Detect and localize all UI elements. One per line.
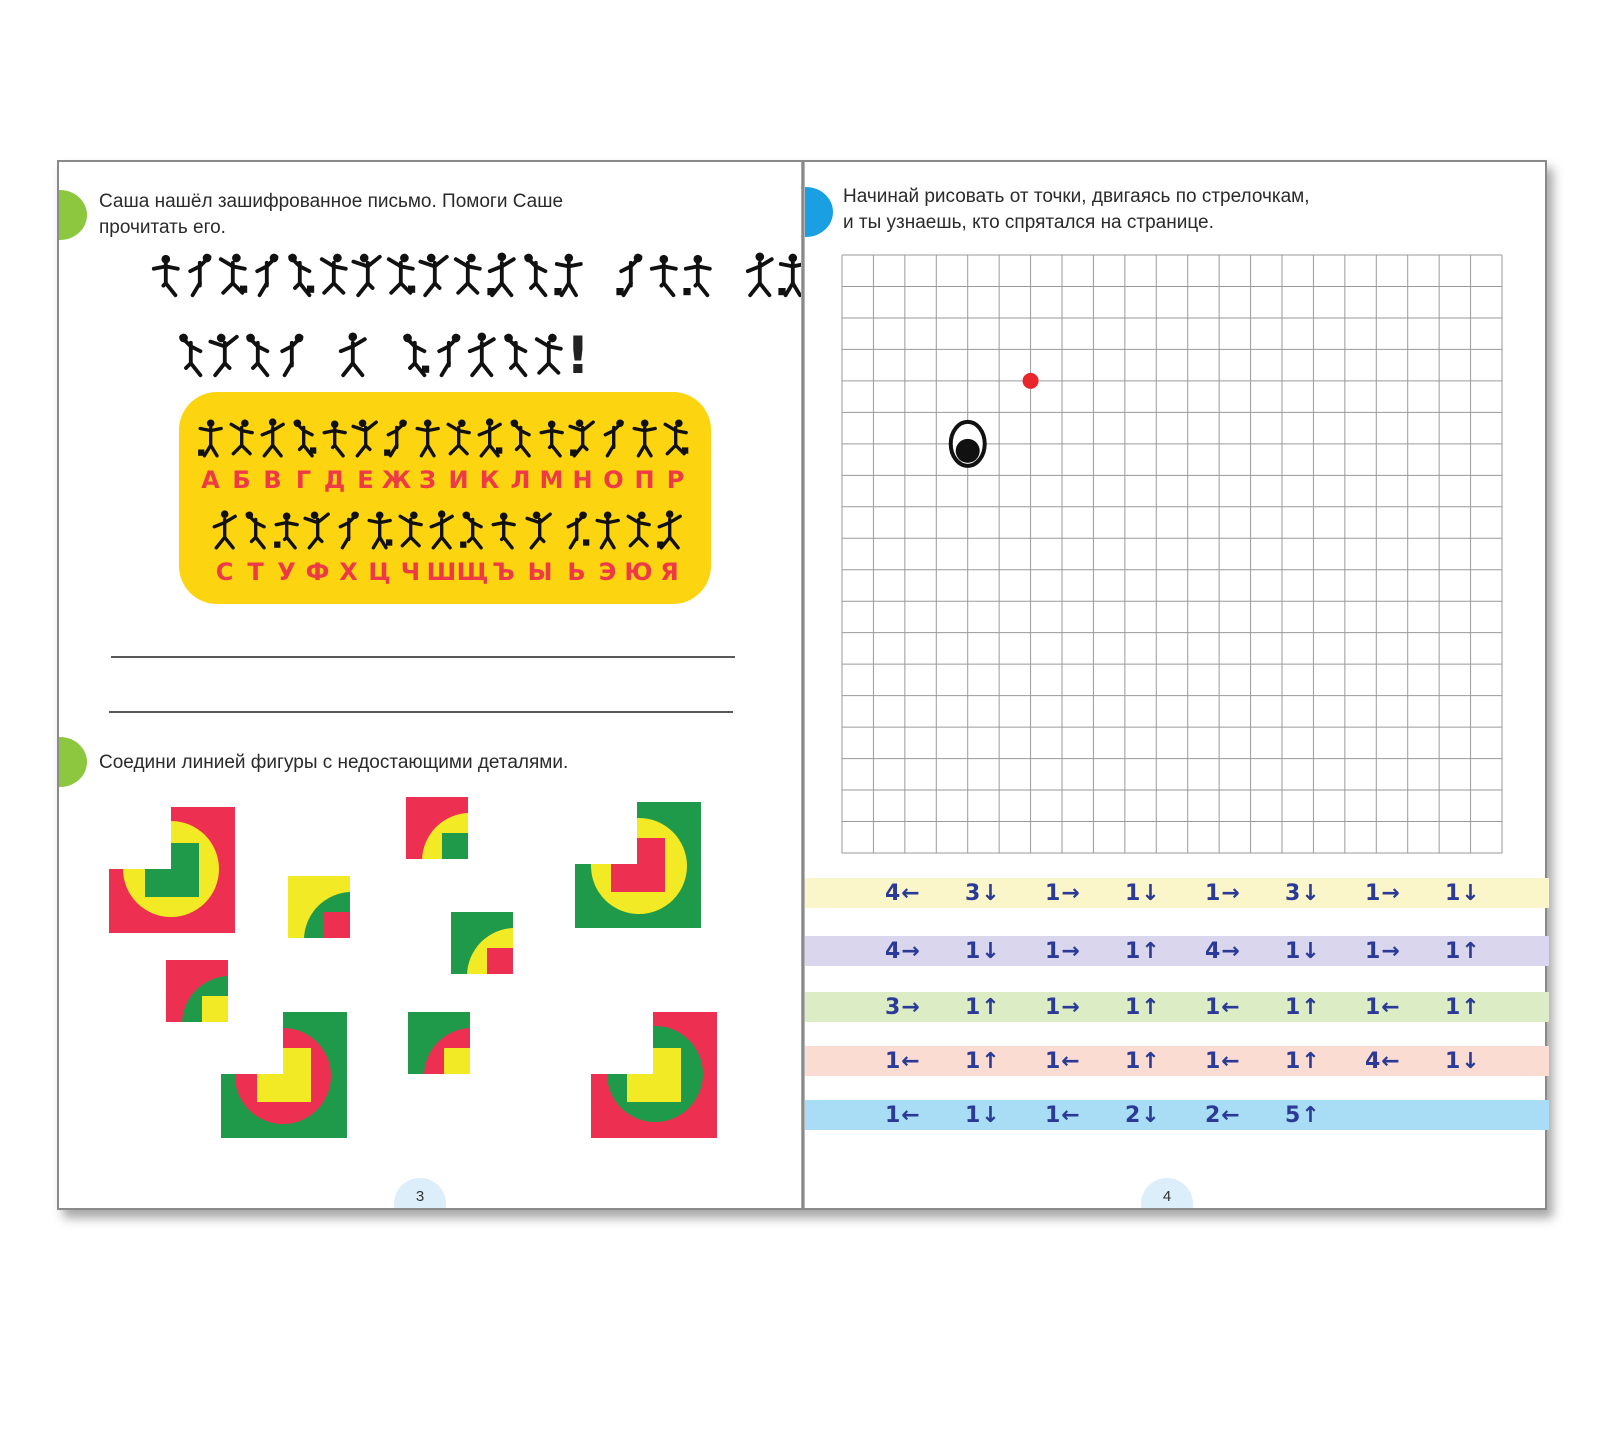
cipher-figure-icon	[398, 332, 432, 380]
cipher-figure-icon	[647, 252, 681, 300]
cipher-figure-icon	[183, 252, 217, 300]
cipher-figure-icon	[208, 332, 242, 380]
cipher-figure-icon	[336, 332, 370, 380]
cipher-figure-icon	[444, 418, 473, 460]
arrow-step: 5↑	[1285, 1102, 1321, 1128]
cipher-figure-icon	[351, 418, 380, 460]
cipher-figure-icon	[241, 510, 270, 552]
arrow-instruction-row	[805, 878, 1549, 908]
cipher-key-row	[209, 510, 685, 586]
cipher-figure-icon	[272, 510, 301, 552]
drawing-grid[interactable]	[841, 254, 1503, 854]
arrow-instruction-row	[805, 1046, 1549, 1076]
arrow-step: 4←	[885, 880, 921, 906]
cipher-figure-icon	[303, 510, 332, 552]
cipher-figure-icon	[630, 418, 659, 460]
cipher-figure-icon	[334, 510, 363, 552]
cipher-key-panel	[179, 392, 711, 604]
big-shape-green	[575, 802, 701, 928]
key-letter: В	[263, 466, 282, 494]
task-draw-instruction	[843, 184, 1310, 236]
arrow-step: 1↑	[1285, 994, 1321, 1020]
page-number: 4	[1141, 1178, 1193, 1208]
cipher-message-line-2	[174, 326, 590, 386]
task-bullet	[59, 190, 87, 240]
cipher-message-line-1	[149, 252, 803, 300]
cipher-figure-icon	[593, 510, 622, 552]
arrow-step: 1↑	[1285, 1048, 1321, 1074]
cipher-figure-icon	[149, 252, 183, 300]
key-letter: А	[201, 466, 220, 494]
arrow-step: 1↓	[1125, 880, 1161, 906]
cipher-figure-icon	[681, 252, 715, 300]
cipher-key-entry	[209, 510, 240, 586]
arrow-step: 1↓	[1285, 938, 1321, 964]
key-letter: Ц	[368, 558, 391, 586]
arrow-step: 1↓	[965, 938, 1001, 964]
task-cipher-instruction	[99, 189, 563, 241]
task-bullet	[59, 737, 87, 787]
arrow-step: 1←	[1045, 1102, 1081, 1128]
cipher-key-entry	[395, 510, 426, 586]
cipher-figure-icon	[624, 510, 653, 552]
arrow-step: 1↑	[965, 994, 1001, 1020]
instruction-line: Начинай рисовать от точки, двигаясь по стрелочкам,	[843, 186, 1310, 207]
key-letter: Ч	[400, 558, 421, 586]
arrow-step: 4→	[1205, 938, 1241, 964]
cipher-figure-icon	[525, 510, 554, 552]
arrow-instruction-row	[805, 936, 1549, 966]
cipher-key-entry	[288, 418, 319, 494]
arrow-step: 3→	[885, 994, 921, 1020]
cipher-key-entry	[226, 418, 257, 494]
cipher-figure-icon	[427, 510, 456, 552]
arrow-step: 1↑	[1445, 994, 1481, 1020]
workbook-spread	[57, 160, 1547, 1210]
cipher-key-entry	[364, 510, 395, 586]
arrow-step: 1←	[885, 1048, 921, 1074]
key-letter: Г	[295, 466, 312, 494]
cipher-key-entry	[240, 510, 271, 586]
cipher-figure-icon	[365, 510, 394, 552]
key-letter: Р	[666, 466, 685, 494]
cipher-figure-icon	[396, 510, 425, 552]
cipher-figure-icon	[384, 252, 418, 300]
key-letter: Я	[660, 558, 679, 586]
cipher-figure-icon	[317, 252, 351, 300]
cipher-key-entry	[629, 418, 660, 494]
cipher-figure-icon	[743, 252, 777, 300]
cipher-figure-icon	[655, 510, 684, 552]
key-letter: Т	[247, 558, 264, 586]
piece-red-2	[166, 960, 228, 1022]
key-letter: Д	[323, 466, 346, 494]
cipher-figure-icon	[174, 332, 208, 380]
key-letter: Щ	[456, 558, 489, 586]
key-letter: Л	[510, 466, 531, 494]
piece-yellow	[288, 876, 350, 938]
arrow-step: 1↑	[1445, 938, 1481, 964]
cipher-key-entry	[412, 418, 443, 494]
eye-icon	[951, 422, 985, 466]
arrow-step: 1←	[885, 1102, 921, 1128]
cipher-figure-icon	[475, 418, 504, 460]
arrow-step: 1↓	[965, 1102, 1001, 1128]
big-shape-red-2	[591, 1012, 717, 1138]
key-letter: П	[634, 466, 655, 494]
task-match-instruction	[99, 750, 568, 776]
cipher-figure-icon	[418, 252, 452, 300]
cipher-figure-icon	[432, 332, 466, 380]
cipher-key-entry	[195, 418, 226, 494]
arrow-step: 1→	[1365, 938, 1401, 964]
instruction-line: Соедини линией фигуры с недостающими деталями.	[99, 752, 569, 773]
key-letter: М	[539, 466, 564, 494]
big-shape-green-2	[221, 1012, 347, 1138]
cipher-figure-icon	[776, 252, 803, 300]
key-letter: У	[277, 558, 296, 586]
cipher-figure-icon	[210, 510, 239, 552]
cipher-figure-icon	[519, 252, 553, 300]
cipher-key-entry	[536, 418, 567, 494]
key-letter: Ы	[527, 558, 553, 586]
arrow-step: 1↑	[965, 1048, 1001, 1074]
cipher-key-entry	[488, 510, 519, 586]
arrow-step: 1↑	[1125, 1048, 1161, 1074]
arrow-step: 1→	[1045, 938, 1081, 964]
arrow-step: 1↓	[1445, 880, 1481, 906]
cipher-key-entry	[654, 510, 685, 586]
page-4	[805, 162, 1549, 1208]
big-shape-red	[109, 807, 235, 933]
cipher-figure-icon	[489, 510, 518, 552]
cipher-figure-icon	[283, 252, 317, 300]
key-letter: Ф	[305, 558, 330, 586]
cipher-figure-icon	[250, 252, 284, 300]
piece-green	[451, 912, 513, 974]
key-letter: Х	[339, 558, 358, 586]
arrow-step: 3↓	[965, 880, 1001, 906]
cipher-key-entry	[592, 510, 623, 586]
key-letter: К	[479, 466, 500, 494]
key-letter: Н	[572, 466, 593, 494]
key-letter: О	[603, 466, 624, 494]
page-3	[59, 162, 803, 1208]
arrow-step: 2←	[1205, 1102, 1241, 1128]
cipher-figure-icon	[506, 418, 535, 460]
cipher-figure-icon	[413, 418, 442, 460]
cipher-figure-icon	[537, 418, 566, 460]
cipher-figure-icon	[458, 510, 487, 552]
cipher-key-entry	[474, 418, 505, 494]
piece-green-2	[408, 1012, 470, 1074]
cipher-key-entry	[598, 418, 629, 494]
cipher-figure-icon	[562, 510, 591, 552]
cipher-key-entry	[443, 418, 474, 494]
instruction-line: Саша нашёл зашифрованное письмо. Помоги Саше	[99, 191, 564, 212]
cipher-figure-icon	[382, 418, 411, 460]
arrow-step: 1↑	[1125, 994, 1161, 1020]
cipher-figure-icon	[320, 418, 349, 460]
key-letter: Ю	[624, 558, 653, 586]
cipher-figure-icon	[451, 252, 485, 300]
key-letter: З	[418, 466, 437, 494]
cipher-key-entry	[567, 418, 598, 494]
key-letter: Ж	[381, 466, 412, 494]
cipher-figure-icon	[258, 418, 287, 460]
arrow-step: 1↑	[1125, 938, 1161, 964]
instruction-line: и ты узнаешь, кто спрятался на странице.	[843, 212, 1214, 233]
instruction-line: прочитать его.	[99, 217, 226, 238]
arrow-instruction-row	[805, 992, 1549, 1022]
key-letter: Ш	[426, 558, 457, 586]
key-letter: Е	[357, 466, 374, 494]
cipher-figure-icon	[599, 418, 628, 460]
arrow-step: 1←	[1365, 994, 1401, 1020]
cipher-key-entry	[319, 418, 350, 494]
start-dot[interactable]	[1023, 373, 1039, 389]
key-letter: С	[215, 558, 234, 586]
key-letter: Б	[232, 466, 251, 494]
arrow-step: 1→	[1045, 994, 1081, 1020]
arrow-step: 1→	[1045, 880, 1081, 906]
arrow-step: 1→	[1365, 880, 1401, 906]
cipher-figure-icon	[351, 252, 385, 300]
arrow-instruction-row	[805, 1100, 1549, 1130]
key-letter: Э	[598, 558, 617, 586]
cipher-key-entry	[350, 418, 381, 494]
cipher-figure-icon	[216, 252, 250, 300]
cipher-key-entry	[660, 418, 691, 494]
cipher-key-row	[195, 418, 691, 494]
cipher-key-entry	[302, 510, 333, 586]
cipher-figure-icon	[227, 418, 256, 460]
cipher-key-entry	[519, 510, 561, 586]
cipher-key-entry	[505, 418, 536, 494]
arrow-step: 1←	[1205, 1048, 1241, 1074]
key-letter: Ъ	[492, 558, 515, 586]
cipher-figure-icon	[485, 252, 519, 300]
cipher-figure-icon	[532, 332, 566, 380]
cipher-key-entry	[561, 510, 592, 586]
arrow-step: 1→	[1205, 880, 1241, 906]
arrow-step: 1←	[1205, 994, 1241, 1020]
cipher-key-entry	[623, 510, 654, 586]
cipher-figure-icon	[499, 332, 533, 380]
piece-red	[406, 797, 468, 859]
cipher-figure-icon	[196, 418, 225, 460]
arrow-step: 1↓	[1445, 1048, 1481, 1074]
arrow-step: 1←	[1045, 1048, 1081, 1074]
cipher-figure-icon	[614, 252, 648, 300]
cipher-figure-icon	[241, 332, 275, 380]
cipher-key-entry	[257, 418, 288, 494]
cipher-figure-icon	[465, 332, 499, 380]
cipher-figure-icon	[568, 418, 597, 460]
answer-line	[109, 711, 733, 713]
arrow-step: 3↓	[1285, 880, 1321, 906]
cipher-figure-icon	[289, 418, 318, 460]
page-number: 3	[394, 1178, 446, 1208]
cipher-key-entry	[271, 510, 302, 586]
arrow-step: 2↓	[1125, 1102, 1161, 1128]
task-bullet	[805, 187, 833, 237]
cipher-key-entry	[333, 510, 364, 586]
arrow-step: 4←	[1365, 1048, 1401, 1074]
key-letter: И	[448, 466, 469, 494]
exclamation-mark: !	[565, 326, 590, 386]
answer-line	[111, 656, 735, 658]
cipher-figure-icon	[275, 332, 309, 380]
key-letter: Ь	[567, 558, 586, 586]
arrow-step: 4→	[885, 938, 921, 964]
cipher-figure-icon	[661, 418, 690, 460]
cipher-key-entry	[381, 418, 412, 494]
cipher-figure-icon	[552, 252, 586, 300]
cipher-key-entry	[457, 510, 488, 586]
cipher-key-entry	[426, 510, 457, 586]
